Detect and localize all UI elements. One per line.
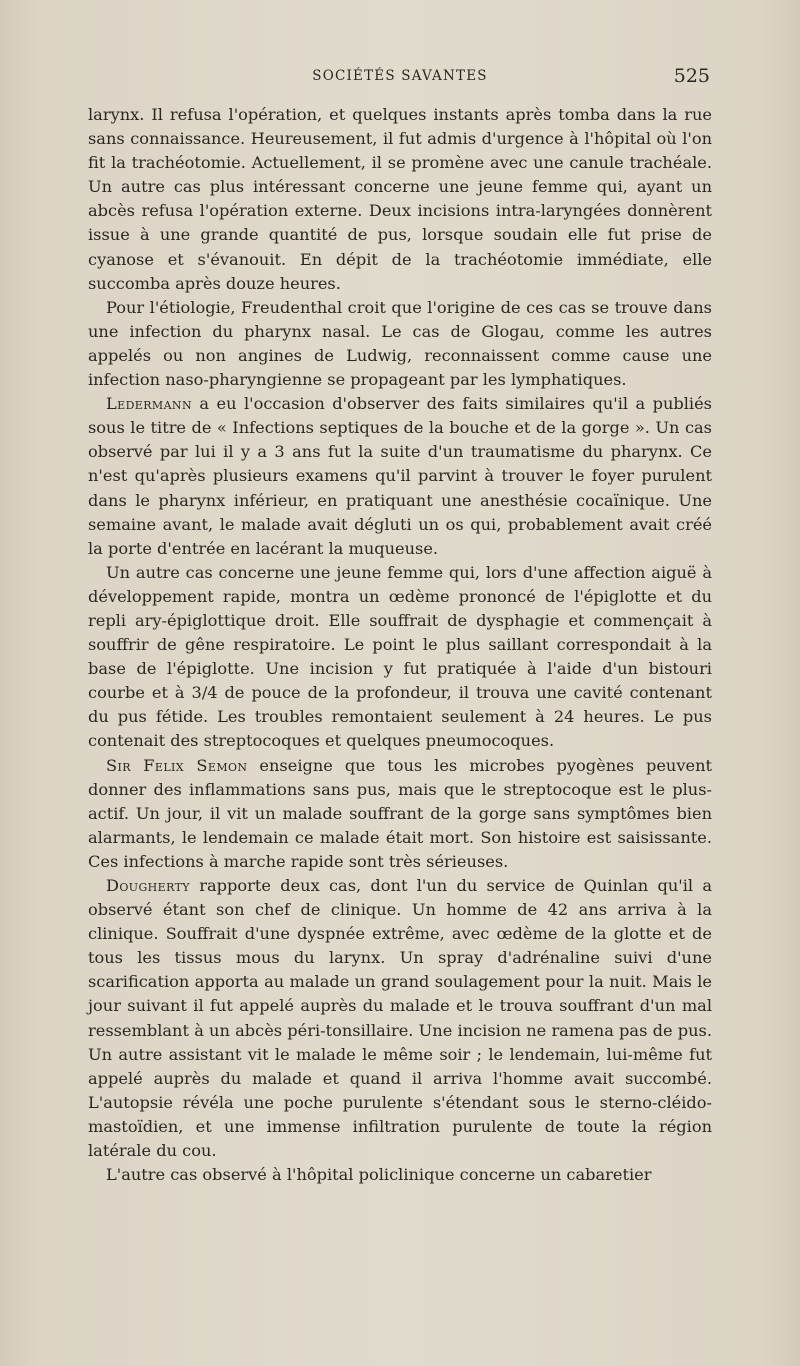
paragraph-text: a eu l'occasion d'observer des faits similaires qu'il a publiés sous le titre de « Infections septiques de la bouche et de la gorge ». Un cas observé par lui il y a 3 ans fut la suite d'un traumatisme du pharynx. Ce n'est qu'après plusieurs examens qu'il parvint à trouver le foyer purulent dans le pharynx inférieur, en pratiquant une anesthésie cocaïnique. Une semaine avant, le malade avait dégluti un os qui, probablement avait créé la porte d'entrée en lacérant la muqueuse. [88, 394, 712, 558]
running-header [90, 64, 710, 88]
running-title: SOCIÉTÉS SAVANTES [312, 68, 488, 84]
paragraph-text: L'autre cas observé à l'hôpital policlinique concerne un cabaretier [106, 1165, 652, 1185]
paragraph-last-case [88, 1163, 712, 1187]
paragraph-text: Pour l'étiologie, Freudenthal croit que l'origine de ces cas se trouve dans une infection du pharynx nasal. Le cas de Glogau, comme les autres appelés ou non angines de Ludwig, reconnaissent comme cause une infection naso-pharyngienne se propageant par les lymphatiques. [88, 297, 712, 390]
paragraph-text: Un autre cas concerne une jeune femme qui, lors d'une affection aiguë à développement rapide, montra un œdème prononcé de l'épiglotte et du repli ary-épiglottique droit. Elle souffrait de dysphagie et commençait à souffrir de gêne respiratoire. Le point le plus saillant correspondait à la base de l'épiglotte. Une incision y fut pratiquée à l'aide d'un bistouri courbe et à 3/4 de pouce de la profondeur, il trouva une cavité contenant du pus fétide. Les troubles remontaient seulement à 24 heures. Le pus contenait des streptocoques et quelques pneumocoques. [88, 562, 712, 751]
paragraph-dougherty [88, 874, 712, 1163]
paragraph-text: larynx. Il refusa l'opération, et quelques instants après tomba dans la rue sans connaissance. Heureusement, il fut admis d'urgence à l'hôpital où l'on fit la trachéotomie. Actuellement, il se promène avec une canule trachéale. Un autre cas plus intéressant concerne une jeune femme qui, ayant un abcès refusa l'opération externe. Deux incisions intra-laryngées donnèrent issue à une grande quantité de pus, lorsque soudain elle fut prise de cyanose et s'évanouit. En dépit de la trachéotomie immédiate, elle succomba après douze heures. [88, 105, 712, 293]
author-name: Sir Felix Semon [106, 755, 248, 775]
paragraph-text: enseigne que tous les microbes pyogènes peuvent donner des inflammations sans pus, mais que le streptocoque est le plus-actif. Un jour, il vit un malade souffrant de la gorge sans symptômes bien alarmants, le lendemain ce malade était mort. Son histoire est saisissante. Ces infections à marche rapide sont très sérieuses. [88, 755, 712, 871]
paragraph-semon [88, 754, 712, 874]
article-body [88, 103, 712, 1187]
paragraph-ledermann [88, 392, 712, 561]
page-number: 525 [673, 65, 710, 87]
paragraph-continuation [88, 103, 712, 296]
paragraph-etiology [88, 296, 712, 392]
author-name: Ledermann [106, 394, 192, 414]
paragraph-second-case [88, 561, 712, 754]
author-name: Dougherty [106, 876, 190, 895]
paragraph-text: rapporte deux cas, dont l'un du service de Quinlan qu'il a observé étant son chef de clinique. Un homme de 42 ans arriva à la clinique. Souffrait d'une dyspnée extrême, avec œdème de la glotte et de tous les tissus mous du larynx. Un spray d'adrénaline suivi d'une scarification apporta au malade un grand soulagement pour la nuit. Mais le jour suivant il fut appelé auprès du malade et le trouva souffrant d'un mal ressemblant à un abcès péri-tonsillaire. Une incision ne ramena pas de pus. Un autre assistant vit le malade le même soir ; le lendemain, lui-même fut appelé auprès du malade et quand il arriva l'homme avait succombé. L'autopsie révéla une poche purulente s'étendant sous le sterno-cléido-mastoïdien, et une immense infiltration purulente de toute la région latérale du cou. [88, 876, 712, 1161]
